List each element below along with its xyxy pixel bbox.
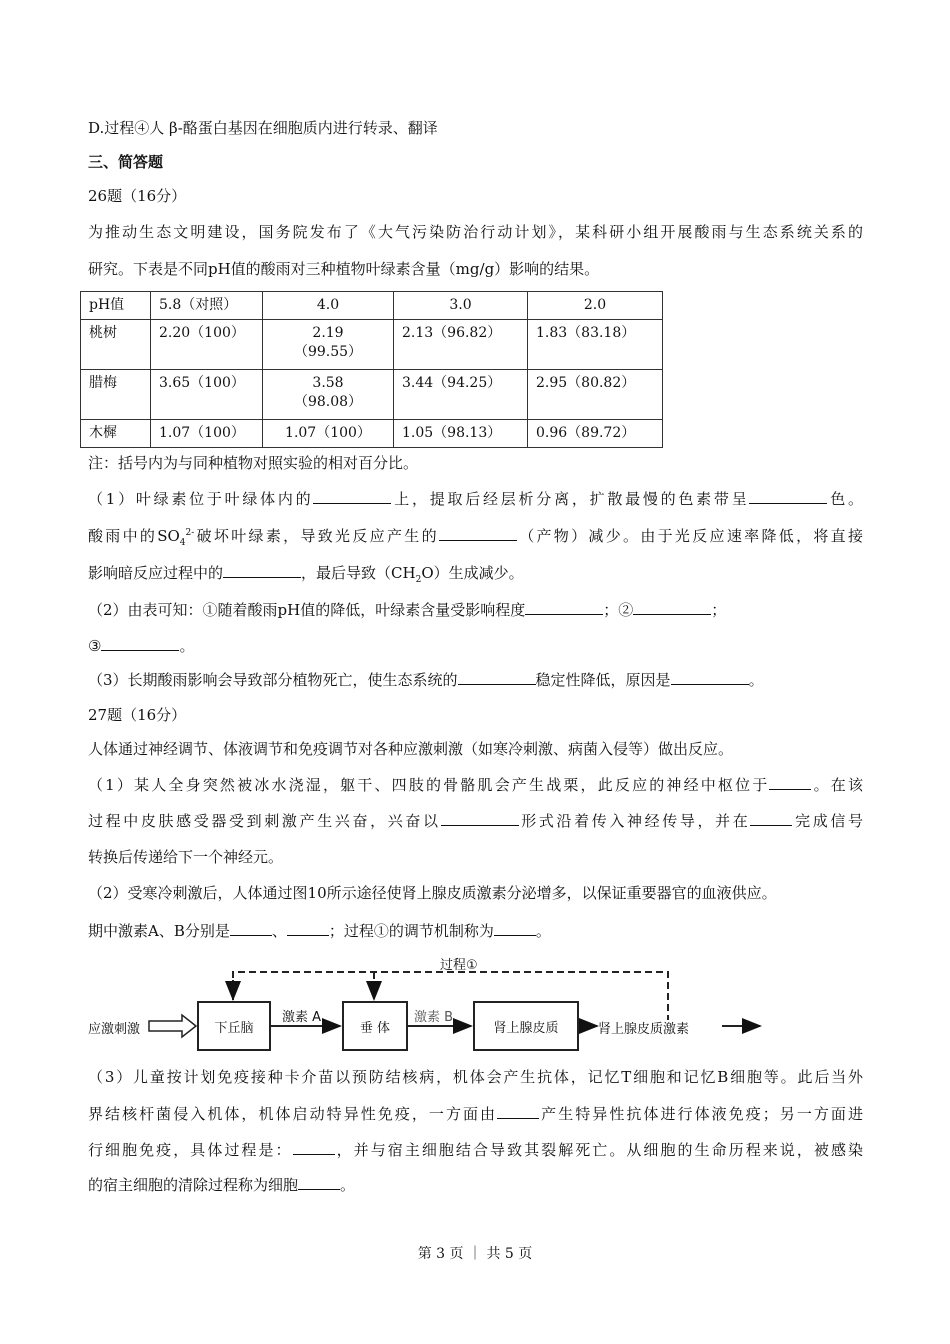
text: （1）叶绿素位于叶绿体内的 bbox=[88, 490, 314, 508]
text: 形式沿着传入神经传导，并在 bbox=[518, 812, 751, 830]
process-label: 过程① bbox=[440, 958, 478, 973]
table-cell: 3.44（94.25） bbox=[394, 370, 528, 420]
table-cell: 3.65（100） bbox=[151, 370, 263, 420]
text: 影响暗反应过程中的 bbox=[88, 564, 224, 582]
header-cell: 3.0 bbox=[394, 292, 528, 320]
text: 色。 bbox=[827, 490, 863, 508]
page-footer: 第 3 页 ｜ 共 5 页 bbox=[417, 1246, 533, 1262]
q27-part3-line4 bbox=[88, 1174, 355, 1195]
text: 上，提取后经层析分离，扩散最慢的色素带呈 bbox=[391, 490, 750, 508]
text: 完成信号 bbox=[792, 812, 863, 830]
q27-part2-line1: （2）受寒冷刺激后，人体通过图10所示途径使肾上腺皮质激素分泌增多，以保证重要器官的血液供应。 bbox=[88, 884, 777, 902]
section-title: 三、简答题 bbox=[88, 153, 164, 171]
header-cell: 2.0 bbox=[528, 292, 663, 320]
q27-title: 27题（16分） bbox=[88, 706, 187, 724]
table-cell: 2.19 （99.55） bbox=[263, 320, 394, 370]
text: ，并与宿主细胞结合导致其裂解死亡。从细胞的生命历程来说，被感染 bbox=[334, 1141, 863, 1159]
table-cell: 桃树 bbox=[81, 320, 151, 370]
table-cell: 腊梅 bbox=[81, 370, 151, 420]
text: 。 bbox=[179, 637, 195, 655]
text: （产物）减少。由于光反应速率降低，将直接 bbox=[516, 527, 863, 545]
header-cell: pH值 bbox=[81, 292, 151, 320]
table-cell: 3.58 （98.08） bbox=[263, 370, 394, 420]
text: （3）长期酸雨影响会导致部分植物死亡，使生态系统的 bbox=[88, 671, 458, 689]
table-cell: 1.83（83.18） bbox=[528, 320, 663, 370]
text: ；② bbox=[603, 601, 634, 619]
q27-part3-line1: （3）儿童按计划免疫接种卡介苗以预防结核病，机体会产生抗体，记忆T细胞和记忆B细胞等。此后当外 bbox=[88, 1068, 863, 1086]
header-cell: 4.0 bbox=[263, 292, 394, 320]
text: ； bbox=[711, 601, 727, 619]
q26-intro-1: 为推动生态文明建设，国务院发布了《大气污染防治行动计划》，某科研小组开展酸雨与生态系统关系的 bbox=[88, 223, 863, 241]
answer-blank[interactable] bbox=[298, 1174, 340, 1190]
text: 。 bbox=[340, 1176, 356, 1194]
text: 行细胞免疫，具体过程是： bbox=[88, 1141, 293, 1159]
text: 酸雨中的SO bbox=[88, 527, 180, 545]
text: 破坏叶绿素，导致光反应产生的 bbox=[194, 527, 439, 545]
text: 。 bbox=[748, 671, 764, 689]
hollow-arrow bbox=[149, 1015, 196, 1037]
text: 稳定性降低，原因是 bbox=[535, 671, 671, 689]
superscript: 2- bbox=[185, 528, 195, 538]
adrenal-cortex-box: 肾上腺皮质 bbox=[473, 1001, 579, 1051]
stimulus-label: 应激刺激 bbox=[88, 1022, 141, 1037]
text: 产生特异性抗体进行体液免疫；另一方面进 bbox=[539, 1105, 863, 1123]
header-cell: 5.8（对照） bbox=[151, 292, 263, 320]
table-cell: 2.20（100） bbox=[151, 320, 263, 370]
text: 。 bbox=[535, 922, 551, 940]
q27-intro: 人体通过神经调节、体液调节和免疫调节对各种应激刺激（如寒冷刺激、病菌入侵等）做出反应。 bbox=[88, 740, 734, 758]
text: ③ bbox=[88, 637, 102, 655]
hypothalamus-box: 下丘脑 bbox=[197, 1001, 271, 1051]
text: ，最后导致（CH bbox=[301, 564, 416, 582]
q26-intro-2: 研究。下表是不同pH值的酸雨对三种植物叶绿素含量（mg/g）影响的结果。 bbox=[88, 260, 600, 278]
text: ；过程①的调节机制称为 bbox=[328, 922, 494, 940]
option-d: D.过程④人 β-酪蛋白基因在细胞质内进行转录、翻译 bbox=[88, 119, 438, 137]
subscript: 4 bbox=[179, 538, 186, 548]
q26-title: 26题（16分） bbox=[88, 187, 187, 205]
text: 、 bbox=[271, 922, 287, 940]
hormone-a-label: 激素 A bbox=[282, 1010, 322, 1025]
q27-part3-line2 bbox=[88, 1103, 863, 1124]
pituitary-box: 垂 体 bbox=[342, 1001, 408, 1051]
output-label: 肾上腺皮质激素 bbox=[598, 1022, 690, 1037]
text: 界结核杆菌侵入机体，机体启动特异性免疫，一方面由 bbox=[88, 1105, 498, 1123]
text: （2）由表可知：①随着酸雨pH值的降低，叶绿素含量受影响程度 bbox=[88, 601, 526, 619]
hormone-b-label: 激素 B bbox=[414, 1010, 454, 1025]
table-cell: 0.96（89.72） bbox=[528, 420, 663, 448]
q27-part1-line3: 转换后传递给下一个神经元。 bbox=[88, 848, 284, 866]
text: 期中激素A、B分别是 bbox=[88, 922, 230, 940]
table-cell: 2.13（96.82） bbox=[394, 320, 528, 370]
table-cell: 木樨 bbox=[81, 420, 151, 448]
text: 。在该 bbox=[811, 776, 863, 794]
answer-blank[interactable] bbox=[293, 1139, 335, 1155]
table-note: 注：括号内为与同种植物对照实验的相对百分比。 bbox=[88, 454, 419, 472]
text: O）生成减少。 bbox=[421, 564, 524, 582]
table-cell: 1.07（100） bbox=[151, 420, 263, 448]
answer-blank[interactable] bbox=[497, 1103, 539, 1119]
table-cell: 1.05（98.13） bbox=[394, 420, 528, 448]
text: （1）某人全身突然被冰水浇湿，躯干、四肢的骨骼肌会产生战栗，此反应的神经中枢位于 bbox=[88, 776, 770, 794]
text: 过程中皮肤感受器受到刺激产生兴奋，兴奋以 bbox=[88, 812, 441, 830]
table-cell: 1.07（100） bbox=[263, 420, 394, 448]
q27-part3-line3 bbox=[88, 1139, 863, 1160]
subscript: 2 bbox=[415, 575, 422, 585]
text: 的宿主细胞的清除过程称为细胞 bbox=[88, 1176, 299, 1194]
table-cell: 2.95（80.82） bbox=[528, 370, 663, 420]
